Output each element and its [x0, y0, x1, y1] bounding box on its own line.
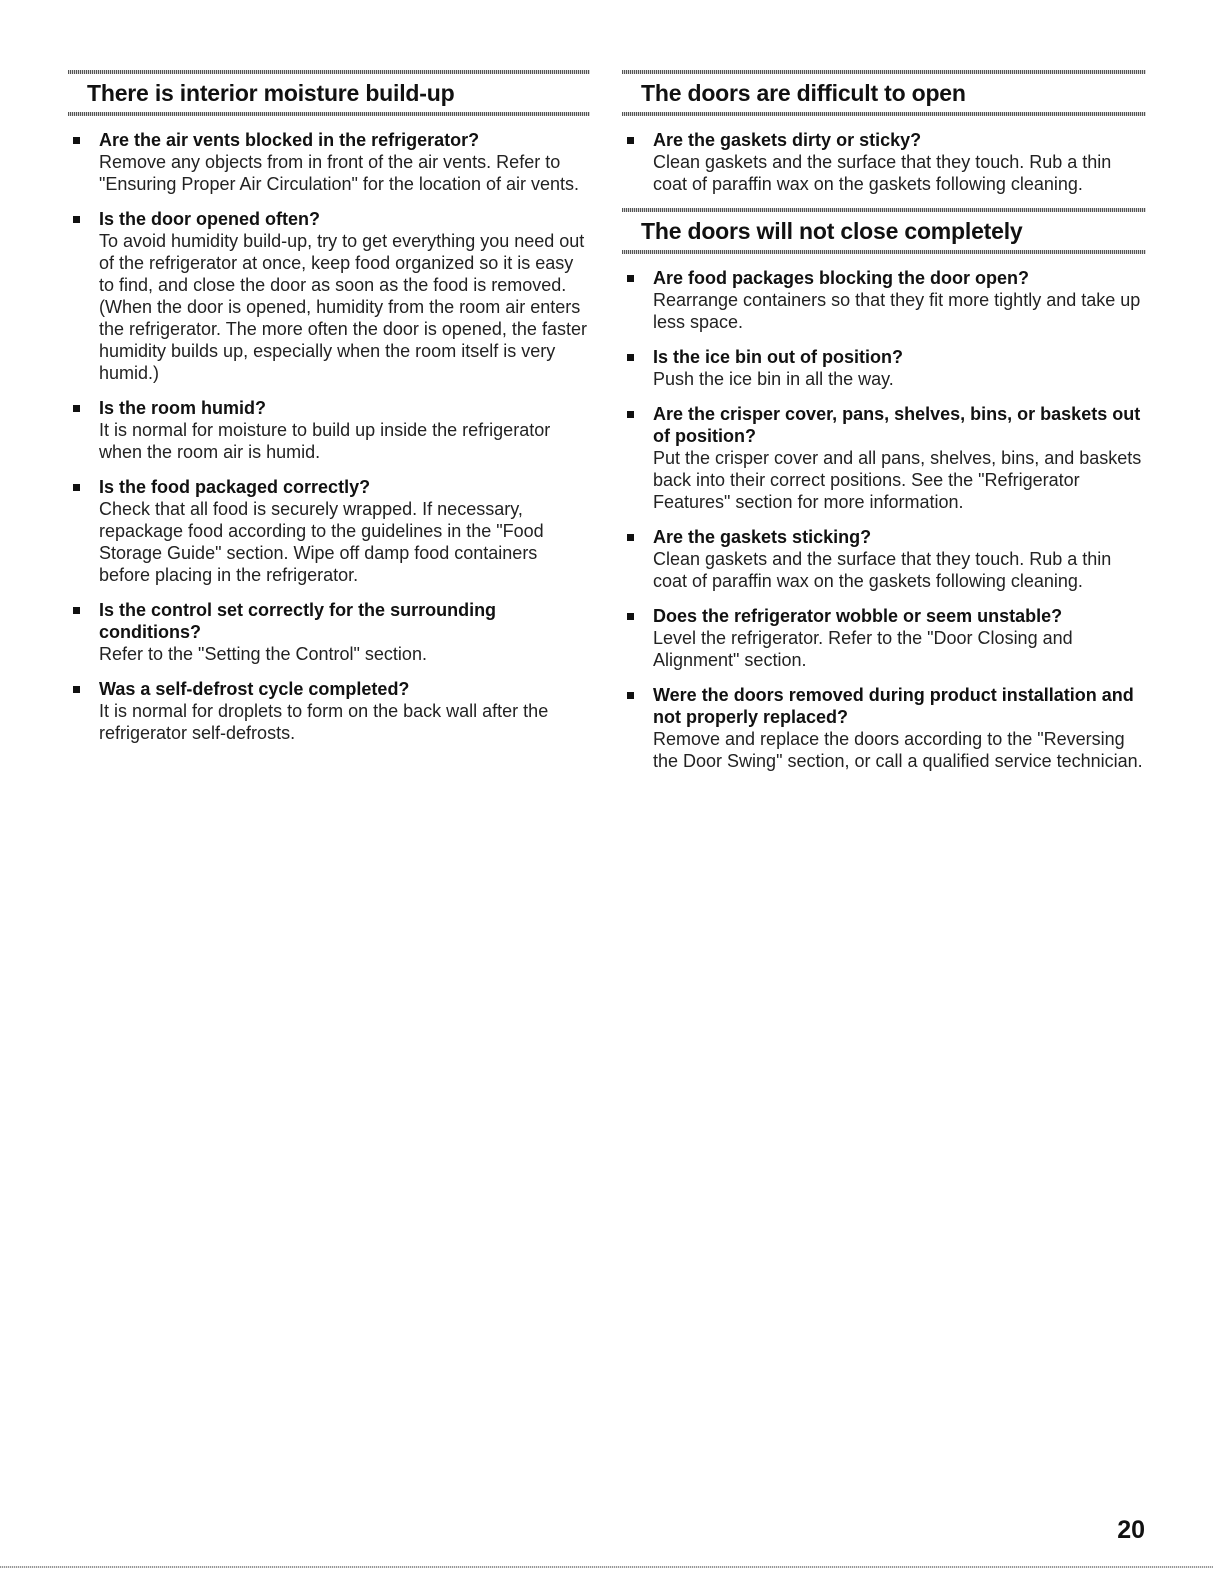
item-answer: Clean gaskets and the surface that they touch. Rub a thin coat of paraffin wax on the gaskets following cleaning.	[653, 152, 1112, 194]
left-column	[68, 70, 590, 757]
square-bullet-icon	[73, 405, 80, 412]
section-doors-difficult	[622, 70, 1146, 195]
list-item	[622, 129, 1146, 195]
list-item	[68, 397, 590, 463]
troubleshooting-list	[622, 254, 1146, 772]
item-question: Is the control set correctly for the surrounding conditions?	[99, 600, 497, 642]
item-answer: Clean gaskets and the surface that they touch. Rub a thin coat of paraffin wax on the gaskets following cleaning.	[653, 549, 1112, 591]
item-question: Does the refrigerator wobble or seem unstable?	[653, 606, 1063, 626]
item-answer: To avoid humidity build-up, try to get everything you need out of the refrigerator at once, keep food organized so it is easy to find, and close the door as soon as the food is removed. (When the door is opened, humidity from the room air enters the refrigerator. The more often the door is opened, the faster humidity builds up, especially when the room itself is very humid.)	[99, 231, 587, 383]
section-title: The doors are difficult to open	[641, 80, 966, 106]
item-question: Is the food packaged correctly?	[99, 477, 371, 497]
item-question: Are food packages blocking the door open?	[653, 268, 1030, 288]
square-bullet-icon	[627, 534, 634, 541]
page-number: 20	[1117, 1516, 1145, 1544]
item-answer: Level the refrigerator. Refer to the "Door Closing and Alignment" section.	[653, 628, 1073, 670]
item-question: Are the crisper cover, pans, shelves, bins, or baskets out of position?	[653, 404, 1141, 446]
troubleshooting-list	[622, 116, 1146, 195]
square-bullet-icon	[73, 607, 80, 614]
list-item	[68, 208, 590, 384]
section-title: The doors will not close completely	[641, 218, 1023, 244]
square-bullet-icon	[73, 484, 80, 491]
item-answer: Rearrange containers so that they fit more tightly and take up less space.	[653, 290, 1141, 332]
list-item	[622, 684, 1146, 772]
item-question: Were the doors removed during product installation and not properly replaced?	[653, 685, 1134, 727]
item-answer: Remove and replace the doors according to the "Reversing the Door Swing" section, or call a qualified service technician.	[653, 729, 1143, 771]
right-column	[622, 70, 1146, 785]
item-answer: Put the crisper cover and all pans, shelves, bins, and baskets back into their correct positions. See the "Refrigerator Features" section for more information.	[653, 448, 1142, 512]
list-item	[622, 605, 1146, 671]
square-bullet-icon	[627, 137, 634, 144]
square-bullet-icon	[627, 692, 634, 699]
square-bullet-icon	[627, 354, 634, 361]
list-item	[622, 526, 1146, 592]
square-bullet-icon	[627, 613, 634, 620]
page-bottom-rule	[0, 1566, 1213, 1568]
item-answer: Refer to the "Setting the Control" section.	[99, 644, 427, 664]
list-item	[622, 267, 1146, 333]
item-answer: Check that all food is securely wrapped. If necessary, repackage food according to the guidelines in the "Food Storage Guide" section. Wipe off damp food containers before placing in the refrigerator.	[99, 499, 544, 585]
section-interior-moisture	[68, 70, 590, 744]
square-bullet-icon	[73, 686, 80, 693]
item-question: Are the air vents blocked in the refrigerator?	[99, 130, 480, 150]
square-bullet-icon	[627, 275, 634, 282]
item-question: Is the room humid?	[99, 398, 267, 418]
item-answer: It is normal for moisture to build up inside the refrigerator when the room air is humid.	[99, 420, 551, 462]
item-answer: It is normal for droplets to form on the back wall after the refrigerator self-defrosts.	[99, 701, 549, 743]
item-question: Was a self-defrost cycle completed?	[99, 679, 410, 699]
item-answer: Push the ice bin in all the way.	[653, 369, 894, 389]
item-question: Is the door opened often?	[99, 209, 320, 229]
list-item	[68, 678, 590, 744]
square-bullet-icon	[73, 137, 80, 144]
square-bullet-icon	[627, 411, 634, 418]
item-question: Are the gaskets dirty or sticky?	[653, 130, 922, 150]
item-answer: Remove any objects from in front of the air vents. Refer to "Ensuring Proper Air Circulation" for the location of air vents.	[99, 152, 580, 194]
list-item	[622, 403, 1146, 513]
list-item	[68, 129, 590, 195]
square-bullet-icon	[73, 216, 80, 223]
list-item	[68, 599, 590, 665]
list-item	[68, 476, 590, 586]
item-question: Are the gaskets sticking?	[653, 527, 872, 547]
list-item	[622, 346, 1146, 390]
section-doors-not-close	[622, 208, 1146, 772]
troubleshooting-list	[68, 116, 590, 744]
item-question: Is the ice bin out of position?	[653, 347, 903, 367]
section-title: There is interior moisture build-up	[87, 80, 455, 106]
